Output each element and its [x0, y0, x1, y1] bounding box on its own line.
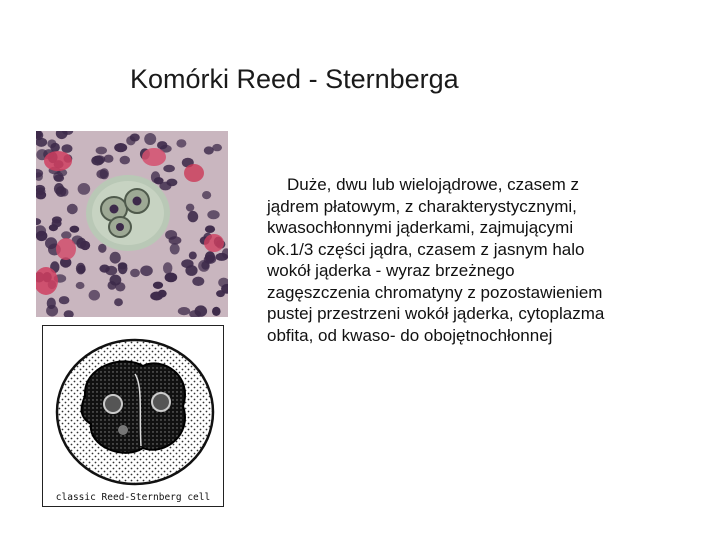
lymphocyte-nucleus [202, 191, 211, 199]
lymphocyte-nucleus [151, 171, 160, 183]
lymphocyte-nucleus [54, 175, 64, 182]
description-line: Duże, dwu lub wielojądrowe, czasem z [287, 175, 579, 194]
lymphocyte-nucleus [120, 156, 130, 165]
lymphocyte-nucleus [49, 224, 58, 231]
lymphocyte-nucleus [98, 244, 106, 253]
lymphocyte-nucleus [110, 275, 122, 286]
slide-title: Komórki Reed - Sternberga [130, 64, 459, 94]
description-line: obfita, od kwaso- do obojętnochłonnej [267, 325, 553, 345]
lymphocyte-nucleus [96, 147, 107, 155]
description-line: jądrem płatowym, z charakterystycznymi, [267, 196, 577, 216]
lymphocyte-nucleus [96, 169, 108, 178]
lymphocyte-nucleus [140, 266, 153, 277]
lymphocyte-nucleus [80, 241, 90, 250]
lymphocyte-nucleus [99, 265, 109, 273]
description-line: ok.1/3 części jądra, czasem z jasnym halo [267, 239, 585, 259]
lymphocyte-nucleus [104, 155, 114, 163]
micrograph-svg [36, 131, 228, 317]
lymphocyte-nucleus [130, 269, 140, 277]
lymphocyte-nucleus [158, 290, 167, 298]
description-line: wokół jąderka - wyraz brzeżnego [267, 261, 515, 280]
lymphocyte-nucleus [46, 305, 58, 317]
lymphocyte-nucleus [189, 252, 197, 260]
drawing-svg [43, 326, 223, 491]
lymphocyte-nucleus [78, 183, 91, 195]
lymphocyte-nucleus [54, 183, 64, 195]
lymphocyte-nucleus [198, 260, 210, 272]
lymphocyte-nucleus [114, 298, 123, 306]
lymphocyte-nucleus [176, 139, 186, 147]
description-line: kwasochłonnymi jąderkami, zajmującymi [267, 218, 574, 237]
lymphocyte-nucleus [36, 231, 47, 241]
lymphocyte-nucleus [76, 263, 86, 275]
lymphocyte-nucleus [163, 165, 175, 173]
lymphocyte-nucleus [76, 282, 85, 289]
lymphocyte-nucleus [212, 144, 222, 151]
lymphocyte-nucleus [70, 226, 80, 233]
lymphocyte-nucleus [130, 134, 140, 142]
lymphocyte-nucleus [114, 143, 127, 152]
lymphocyte-nucleus [165, 230, 177, 240]
lymphocyte-nucleus [215, 253, 228, 261]
description-line: zagęszczenia chromatyny z pozostawieniem [267, 282, 603, 302]
lymphocyte-nucleus [205, 225, 215, 233]
micrograph-image [36, 131, 228, 317]
lymphocyte-nucleus [62, 144, 73, 153]
reed-sternberg-drawing [42, 325, 224, 507]
description-line: pustej przestrzeni wokół jąderka, cytoplazma [267, 304, 605, 323]
lymphocyte-nucleus [212, 307, 221, 316]
lymphocyte-nucleus [153, 282, 163, 289]
lymphocyte-nucleus [170, 243, 180, 254]
lymphocyte-nucleus [178, 307, 190, 315]
lymphocyte-nucleus [192, 277, 204, 286]
lymphocyte-nucleus [159, 182, 171, 191]
lymphocyte-nucleus [67, 204, 78, 214]
lymphocyte-nucleus [91, 156, 104, 166]
lymphocyte-nucleus [59, 296, 70, 304]
lymphocyte-nucleus [207, 210, 219, 219]
drawing-caption: classic Reed-Sternberg cell [55, 492, 211, 503]
lymphocyte-nucleus [89, 290, 100, 301]
lymphocyte-nucleus [61, 231, 71, 239]
lymphocyte-nucleus [188, 211, 199, 222]
lymphocyte-nucleus [165, 273, 178, 283]
lymphocyte-nucleus [163, 262, 172, 274]
lymphocyte-nucleus [118, 262, 128, 269]
lymphocyte-nucleus [110, 252, 121, 264]
lymphocyte-nucleus [144, 133, 156, 145]
lymphocyte-nucleus [186, 204, 194, 212]
description-text [267, 174, 687, 346]
lymphocyte-nucleus [181, 259, 193, 268]
